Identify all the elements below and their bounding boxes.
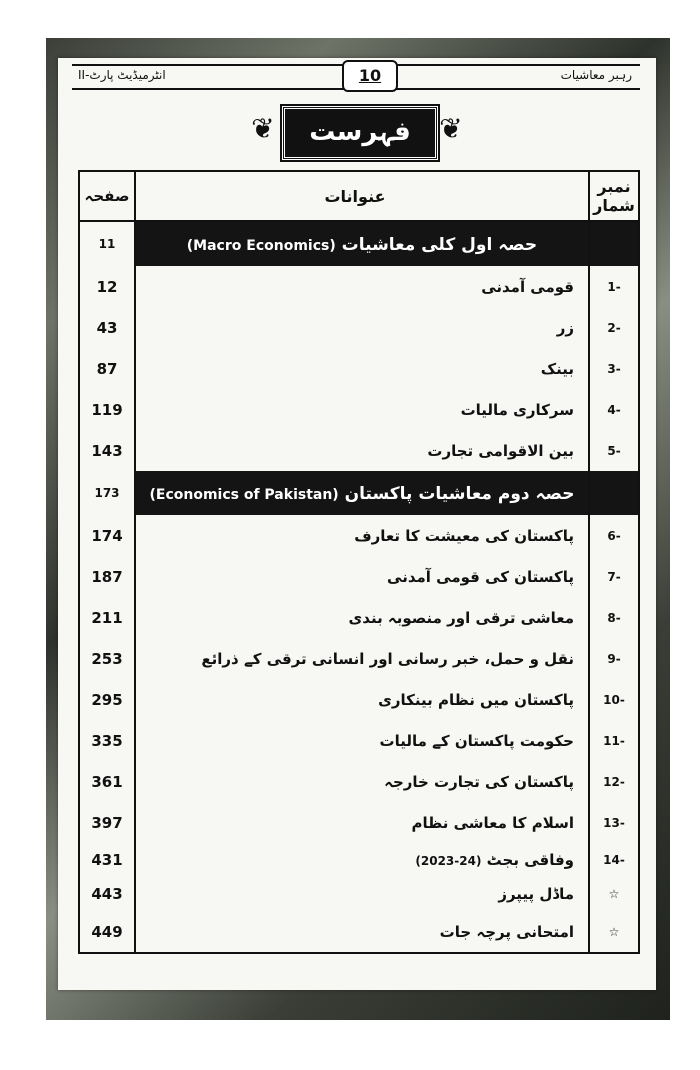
item-title: وفاقی بجٹ (486, 851, 574, 869)
item-title: اسلام کا معاشی نظام (135, 802, 589, 843)
item-number: -1 (589, 266, 639, 307)
star-icon: ☆ (589, 911, 639, 953)
table-row (79, 720, 639, 761)
item-number: -5 (589, 430, 639, 471)
table-row (79, 802, 639, 843)
item-title: پاکستان کی تجارت خارجہ (135, 761, 589, 802)
item-page: 211 (79, 597, 135, 638)
table-row (79, 679, 639, 720)
table-header-row (79, 171, 639, 221)
part-title-english: (Macro Economics) (186, 237, 336, 254)
item-title: پاکستان میں نظام بینکاری (135, 679, 589, 720)
item-title: زر (135, 307, 589, 348)
page-number: 10 (342, 60, 398, 92)
table-row (79, 556, 639, 597)
table-row (79, 266, 639, 307)
item-page: 43 (79, 307, 135, 348)
item-page: 335 (79, 720, 135, 761)
part-title-english: (Economics of Pakistan) (149, 486, 339, 503)
item-page: 397 (79, 802, 135, 843)
item-page: 361 (79, 761, 135, 802)
part-heading-row (79, 221, 639, 266)
table-row (79, 597, 639, 638)
item-title: ماڈل پیپرز (135, 877, 589, 911)
item-number: -14 (589, 843, 639, 877)
item-title: قومی آمدنی (135, 266, 589, 307)
item-number: -10 (589, 679, 639, 720)
column-header-topics: عنوانات (135, 171, 589, 221)
item-number: -7 (589, 556, 639, 597)
document-page (58, 58, 656, 990)
table-row (79, 911, 639, 953)
header-right-text: رہبر معاشیات (560, 68, 632, 82)
item-number: -2 (589, 307, 639, 348)
item-title: حکومت پاکستان کے مالیات (135, 720, 589, 761)
item-title: بین الاقوامی تجارت (135, 430, 589, 471)
item-page: 12 (79, 266, 135, 307)
item-number: -3 (589, 348, 639, 389)
item-number: -12 (589, 761, 639, 802)
page-title: فہرست (282, 106, 438, 160)
item-page: 143 (79, 430, 135, 471)
star-icon: ☆ (589, 877, 639, 911)
item-page: 174 (79, 515, 135, 556)
item-page: 119 (79, 389, 135, 430)
table-row (79, 877, 639, 911)
ornament-icon: ❦ (251, 112, 275, 145)
column-header-page: صفحہ (79, 171, 135, 221)
item-number: -9 (589, 638, 639, 679)
item-page: 431 (79, 843, 135, 877)
item-page: 187 (79, 556, 135, 597)
item-number: -6 (589, 515, 639, 556)
item-page: 295 (79, 679, 135, 720)
table-row (79, 843, 639, 877)
table-row (79, 348, 639, 389)
item-title: سرکاری مالیات (135, 389, 589, 430)
table-row (79, 307, 639, 348)
part-heading-row (79, 471, 639, 515)
item-title: معاشی ترقی اور منصوبہ بندی (135, 597, 589, 638)
item-title: بینک (135, 348, 589, 389)
table-row (79, 638, 639, 679)
item-title: پاکستان کی قومی آمدنی (135, 556, 589, 597)
table-row (79, 515, 639, 556)
item-page: 449 (79, 911, 135, 953)
table-of-contents (78, 170, 640, 954)
item-page: 253 (79, 638, 135, 679)
item-number: -11 (589, 720, 639, 761)
item-number: -13 (589, 802, 639, 843)
table-row (79, 761, 639, 802)
part-page: 11 (79, 221, 135, 266)
item-number: -8 (589, 597, 639, 638)
item-page: 87 (79, 348, 135, 389)
item-number: -4 (589, 389, 639, 430)
part-title-urdu: حصہ اول کلی معاشیات (341, 234, 538, 255)
part-title-urdu: حصہ دوم معاشیات پاکستان (344, 483, 575, 504)
header-left-text: انٹرمیڈیٹ پارٹ-II (78, 68, 166, 82)
item-title: نقل و حمل، خبر رسانی اور انسانی ترقی کے ذرائع (135, 638, 589, 679)
table-row (79, 430, 639, 471)
budget-year: (2023-24) (415, 854, 482, 868)
column-header-number: نمبر شمار (589, 171, 639, 221)
table-row (79, 389, 639, 430)
running-header (72, 64, 640, 90)
item-page: 443 (79, 877, 135, 911)
item-title: پاکستان کی معیشت کا تعارف (135, 515, 589, 556)
title-banner (248, 100, 466, 162)
ornament-icon: ❦ (439, 112, 463, 145)
item-title: امتحانی پرچہ جات (135, 911, 589, 953)
part-page: 173 (79, 471, 135, 515)
